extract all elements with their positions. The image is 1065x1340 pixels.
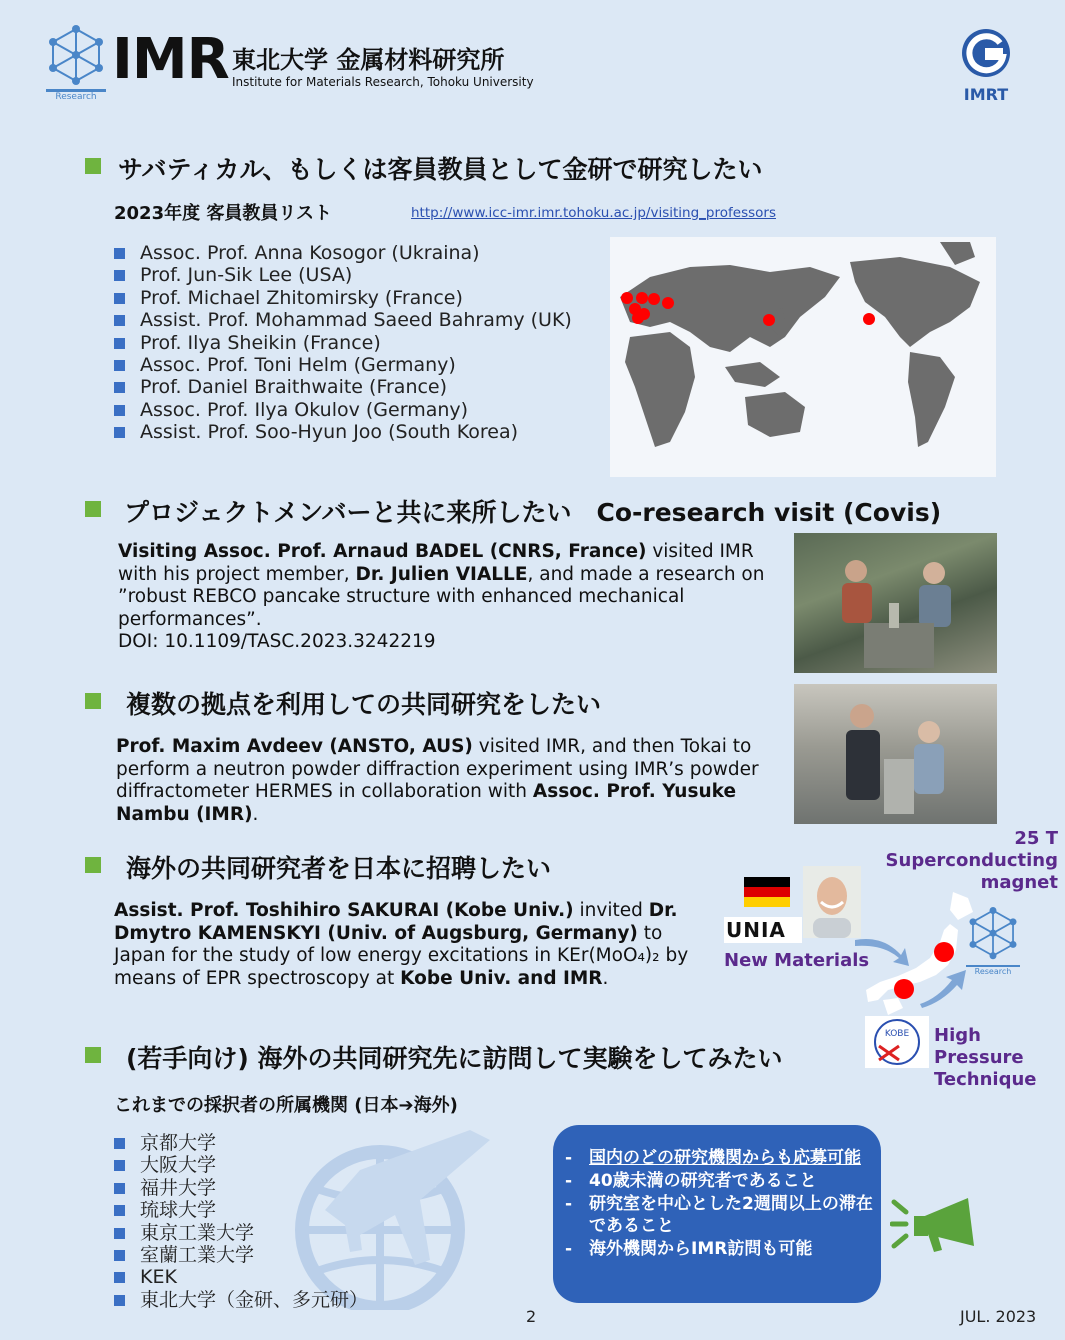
visiting-list-subtitle: 2023年度 客員教員リスト (114, 203, 333, 224)
hermes-photo (794, 684, 997, 824)
person-portrait-icon (803, 866, 861, 938)
research-badge-label: Research (46, 89, 106, 102)
germany-flag-icon (744, 877, 790, 907)
section-bullet (85, 501, 101, 517)
institute-jp-name: 東北大学 金属材料研究所 (232, 46, 505, 74)
research-network-icon (966, 907, 1020, 975)
eligibility-item: - 国内のどの研究機関からも応募可能 (563, 1147, 873, 1169)
imrt-g-icon (955, 27, 1017, 79)
list-item: 京都大学 (114, 1132, 368, 1154)
arrow-icon (918, 968, 970, 1008)
network-hexagon-icon (46, 25, 106, 87)
imrt-label: IMRT (963, 85, 1009, 104)
section-title-young: (若手向け) 海外の共同研究先に訪問して実験をしてみたい (126, 1044, 783, 1073)
invite-description: Assist. Prof. Toshihiro SAKURAI (Kobe Univ.) invited Dr. Dmytro KAMENSKYI (Univ. of Augsburg, Germany) to Japan for the study of low energy excitations in KEr(MoO₄)₂ by means of EPR spectroscopy at Kobe Univ. and IMR. (114, 900, 689, 989)
imr-logo-text: IMR (112, 27, 229, 92)
list-item: Assist. Prof. Soo-Hyun Joo (South Korea) (114, 421, 572, 443)
section-bullet (85, 158, 101, 174)
list-item: Assoc. Prof. Ilya Okulov (Germany) (114, 399, 572, 421)
guest-portrait (803, 866, 861, 938)
list-item: 東京工業大学 (114, 1222, 368, 1244)
section-title-invite: 海外の共同研究者を日本に招聘したい (126, 854, 552, 883)
covis-member: Dr. Julien VIALLE (355, 563, 528, 585)
covis-visitor: Visiting Assoc. Prof. Arnaud BADEL (CNRS, France) (118, 541, 647, 562)
kobe-logo-icon (865, 1016, 929, 1068)
multi-site-visitor: Prof. Maxim Avdeev (ANSTO, AUS) (116, 736, 473, 757)
kobe-uni-logo (865, 1016, 929, 1068)
research-badge-label: Research (966, 965, 1020, 976)
list-item: 大阪大学 (114, 1154, 368, 1176)
page-number: 2 (526, 1307, 537, 1326)
photo-people-silhouettes (794, 533, 997, 673)
adopted-institutions-list (114, 1132, 368, 1311)
world-map-graphic (610, 237, 996, 477)
eligibility-box (553, 1125, 881, 1303)
list-item: Prof. Ilya Sheikin (France) (114, 332, 572, 354)
list-item: Prof. Daniel Braithwaite (France) (114, 376, 572, 398)
section-title-covis: プロジェクトメンバーと共に来所したい Co-research visit (Covis) (124, 498, 942, 527)
institute-en-name: Institute for Materials Research, Tohoku University (232, 75, 534, 89)
covis-lab-photo (794, 533, 997, 673)
magnet-label: 25 T Superconducting magnet (885, 828, 1058, 893)
list-item: 東北大学（金研、多元研） (114, 1289, 368, 1311)
covis-description: Visiting Assoc. Prof. Arnaud BADEL (CNRS, France) visited IMR with his project member, Dr. Julien VIALLE, and made a research on ”robust REBCO pancake structure with enhanced mechanical performances”. DOI: 10.1109/TASC.2023.3242219 (118, 541, 765, 652)
eligibility-item: - 研究室を中心とした2週間以上の滞在であること (563, 1193, 873, 1237)
visiting-professors-link[interactable]: http://www.icc-imr.imr.tohoku.ac.jp/visiting_professors (411, 205, 776, 221)
section-bullet (85, 693, 101, 709)
multi-site-description: Prof. Maxim Avdeev (ANSTO, AUS) visited IMR, and then Tokai to perform a neutron powder diffraction experiment using IMR’s powder diffractometer HERMES in collaboration with Assoc. Prof. Yusuke Nambu (IMR). (116, 736, 759, 825)
photo-people-silhouettes (794, 684, 997, 824)
section-bullet (85, 857, 101, 873)
list-item: Prof. Jun-Sik Lee (USA) (114, 264, 572, 286)
covis-doi: DOI: 10.1109/TASC.2023.3242219 (118, 631, 436, 652)
section-title-sabbatical: サバティカル、もしくは客員教員として金研で研究したい (118, 155, 763, 184)
megaphone-icon (890, 1190, 990, 1260)
list-item: KEK (114, 1266, 368, 1288)
imrt-logo (955, 27, 1017, 103)
list-item: Assoc. Prof. Toni Helm (Germany) (114, 354, 572, 376)
high-pressure-label: High Pressure Technique (934, 1025, 1037, 1090)
list-item: 琉球大学 (114, 1199, 368, 1221)
new-materials-label: New Materials (724, 950, 870, 971)
svg-text:KOBE: KOBE (884, 1029, 910, 1039)
visiting-professor-list (114, 242, 572, 444)
multi-site-collaborator: Assoc. Prof. Yusuke Nambu (IMR) (116, 781, 737, 825)
research-logo (46, 25, 106, 102)
eligibility-item: - 海外機関からIMR訪問も可能 (563, 1238, 873, 1260)
invite-host: Assist. Prof. Toshihiro SAKURAI (Kobe Univ.) (114, 900, 574, 921)
list-item: Assist. Prof. Mohammad Saeed Bahramy (UK) (114, 309, 572, 331)
list-item: Prof. Michael Zhitomirsky (France) (114, 287, 572, 309)
section-title-multi-site: 複数の拠点を利用しての共同研究をしたい (126, 690, 602, 719)
footer-date: JUL. 2023 (960, 1307, 1037, 1326)
list-item: 室蘭工業大学 (114, 1244, 368, 1266)
section-bullet (85, 1047, 101, 1063)
eligibility-item: - 40歳未満の研究者であること (563, 1170, 873, 1192)
young-subtitle: これまでの採択者の所属機関 (日本➔海外) (114, 1095, 458, 1116)
invite-venues: Kobe Univ. and IMR (400, 967, 603, 989)
augsburg-uni-logo: UNIA (724, 917, 802, 943)
world-map (610, 237, 996, 477)
invite-guest: Dr. Dmytro KAMENSKYI (Univ. of Augsburg, Germany) (114, 900, 678, 944)
list-item: Assoc. Prof. Anna Kosogor (Ukraina) (114, 242, 572, 264)
list-item: 福井大学 (114, 1177, 368, 1199)
